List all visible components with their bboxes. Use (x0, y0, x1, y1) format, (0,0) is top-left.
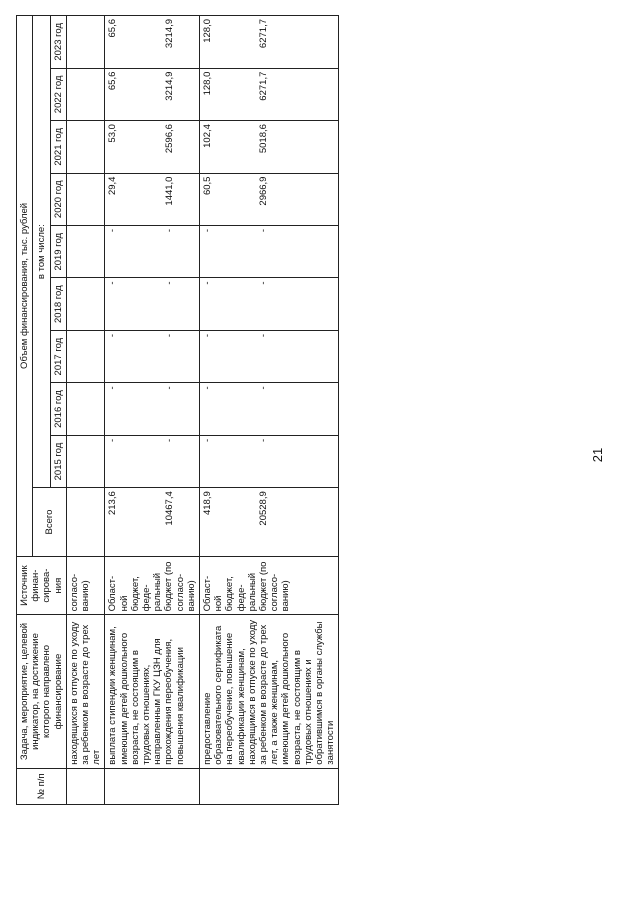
cell-year (200, 68, 339, 120)
federal-budget-value: - (163, 333, 175, 338)
cell-year (200, 16, 339, 69)
cell-year (105, 330, 200, 382)
header-row-1 (17, 16, 33, 805)
cell-year (66, 435, 105, 487)
cell-task: находящихся в отпуске по уходу за ребенком в возрасте до трех лет (66, 615, 105, 768)
header-year: 2018 год (50, 278, 66, 330)
cell-year (105, 435, 200, 487)
cell-total (66, 488, 105, 557)
regional-budget-value: 418,9 (202, 491, 214, 516)
cell-total (200, 488, 339, 557)
table-row (200, 16, 339, 805)
federal-budget-value: 2596,6 (163, 124, 175, 154)
cell-task: предоставление образовательного сертификата на переобучение, повышение квалификации женщинам, находящимся в отпуске по уходу за ребенком в возрасте до трех лет, а также женщинам, имеющим детей дошкольного возраста, не состоящим в трудовых отношениях и обратившимся в органы службы занятости (200, 615, 339, 768)
cell-source: Област- ной бюджет, феде- ральный бюджет (по согласо- ванию) (105, 556, 200, 615)
regional-budget-value: 53,0 (107, 124, 119, 143)
cell-year (66, 68, 105, 120)
header-task: Задача, мероприятие, целевой индикатор, на достижение которого направлено финансирование (17, 615, 67, 768)
header-year: 2015 год (50, 435, 66, 487)
cell-year (66, 121, 105, 173)
cell-year (66, 225, 105, 277)
cell-no (200, 768, 339, 804)
federal-budget-value: 5018,6 (258, 124, 270, 154)
federal-budget-value: - (163, 438, 175, 442)
regional-budget-value: - (202, 228, 214, 233)
cell-year (66, 383, 105, 435)
regional-budget-value: - (202, 438, 214, 442)
federal-budget-value: 1441,0 (163, 176, 175, 206)
header-no: № п/п (17, 768, 67, 804)
cell-year (105, 68, 200, 120)
cell-year (200, 278, 339, 330)
federal-budget-value: - (258, 281, 270, 285)
regional-budget-value: - (107, 333, 119, 338)
regional-budget-value: 128,0 (202, 19, 214, 43)
regional-budget-value: 65,6 (107, 19, 119, 38)
cell-task: выплата стипендии женщинам, имеющим детей дошкольного возраста, не состоящим в трудовых отношениях, направленным ГКУ ЦЗН для прохождения переобучения, повышения квалификации (105, 615, 200, 768)
financing-table (16, 15, 339, 805)
regional-budget-value: - (202, 281, 214, 285)
cell-no (105, 768, 200, 804)
federal-budget-value: 3214,9 (163, 19, 175, 49)
regional-budget-value: - (107, 228, 119, 233)
cell-year (105, 16, 200, 69)
cell-year (66, 278, 105, 330)
regional-budget-value: 65,6 (107, 71, 119, 91)
cell-year (105, 121, 200, 173)
federal-budget-value: 10467,4 (163, 491, 175, 526)
cell-year (200, 173, 339, 225)
cell-source: Област- ной бюджет, феде- ральный бюджет (по согласо- ванию) (200, 556, 339, 615)
regional-budget-value: 128,0 (202, 71, 214, 96)
cell-no (66, 768, 105, 804)
regional-budget-value: - (202, 386, 214, 390)
regional-budget-value: - (107, 438, 119, 442)
cell-year (105, 225, 200, 277)
cell-source: согласо- ванию) (66, 556, 105, 615)
cell-year (66, 173, 105, 225)
federal-budget-value: - (258, 333, 270, 338)
regional-budget-value: 102,4 (202, 124, 214, 148)
federal-budget-value: 6271,7 (258, 71, 270, 101)
header-year: 2020 год (50, 173, 66, 225)
federal-budget-value: 20528,9 (258, 491, 270, 526)
federal-budget-value: - (163, 386, 175, 390)
regional-budget-value: 60,5 (202, 176, 214, 196)
page-number: 21 (590, 447, 605, 463)
federal-budget-value: 6271,7 (258, 19, 270, 49)
cell-year (200, 330, 339, 382)
federal-budget-value: - (163, 228, 175, 233)
cell-year (200, 121, 339, 173)
table-row (66, 16, 105, 805)
regional-budget-value: 213,6 (107, 491, 119, 516)
federal-budget-value: 3214,9 (163, 71, 175, 101)
header-year: 2021 год (50, 121, 66, 173)
header-year: 2016 год (50, 383, 66, 435)
cell-year (200, 435, 339, 487)
federal-budget-value: - (163, 281, 175, 285)
cell-year (66, 330, 105, 382)
cell-year (105, 173, 200, 225)
cell-total (105, 488, 200, 557)
regional-budget-value: 29,4 (107, 176, 119, 196)
regional-budget-value: - (107, 281, 119, 285)
cell-year (200, 383, 339, 435)
header-year: 2022 год (50, 68, 66, 120)
federal-budget-value: - (258, 438, 270, 442)
regional-budget-value: - (107, 386, 119, 390)
regional-budget-value: - (202, 333, 214, 338)
header-source: Источник финан- сирова- ния (17, 556, 67, 615)
cell-year (200, 225, 339, 277)
cell-year (105, 278, 200, 330)
cell-year (66, 16, 105, 69)
header-volume: Объем финансирования, тыс. рублей (17, 16, 33, 557)
federal-budget-value: - (258, 228, 270, 233)
federal-budget-value: - (258, 386, 270, 390)
header-year: 2019 год (50, 225, 66, 277)
cell-year (105, 383, 200, 435)
table-row (105, 16, 200, 805)
header-year: 2017 год (50, 330, 66, 382)
federal-budget-value: 2966,9 (258, 176, 270, 206)
header-year: 2023 год (50, 16, 66, 69)
header-total: Всего (33, 488, 67, 557)
header-including: в том числе: (33, 16, 50, 488)
